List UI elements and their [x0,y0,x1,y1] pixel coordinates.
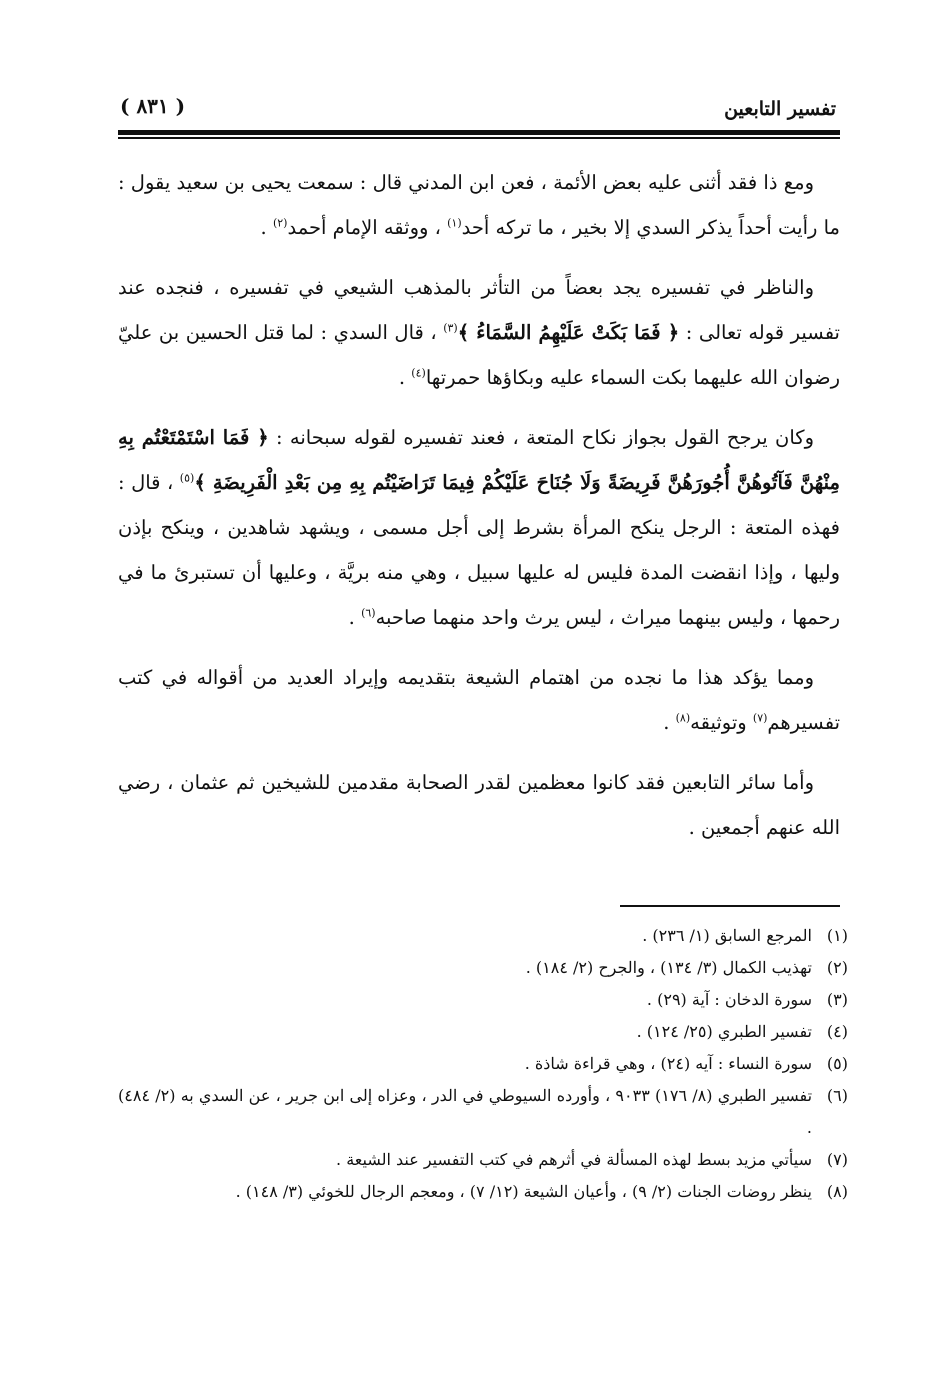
footnote-text: سورة النساء : آيه (٢٤) ، وهي قراءة شاذة . [524,1054,812,1073]
paragraph-2 [118,265,840,400]
footnote-item [118,984,848,1016]
footnote-ref: (٧) [752,711,768,725]
paragraph-text: ومع ذا فقد أثنى عليه بعض الأئمة ، فعن ابن المدني قال : سمعت يحيى بن سعيد يقول : ما رأيت أحداً يذكر السدي إلا بخير ، ما تركه أحد [118,171,840,239]
paragraph-text: ، قال السدي : لما قتل الحسين بن عليّ رضوان الله عليهما بكت السماء عليه وبكاؤها حمرتها [118,321,840,389]
paragraph-text: ، قال : فهذه المتعة : الرجل ينكح المرأة بشرط إلى أجل مسمى ، ويشهد شاهدين ، وينكح بإذن وليها ، وإذا انقضت المدة فليس له عليها سبيل ، وهي منه بريَّة ، وعليها أن تستبرئ ما في رحمها ، وليس بينهما ميراث ، ليس يرث واحد منهما صاحبه [118,471,840,629]
footnote-ref: (٥) [179,471,195,485]
footnote-text: سورة الدخان : آية (٢٩) . [646,990,812,1009]
footnote-item [118,1176,848,1208]
paragraph-text: ، ووثقه الإمام أحمد [287,216,448,239]
paragraph-text: ومما يؤكد هذا ما نجده من اهتمام الشيعة بتقديمه وإيراد العديد من أقواله في كتب تفسيرهم [118,666,840,734]
footnote-number: (٨) [826,1182,848,1201]
footnote-item [118,1080,848,1144]
paragraph-3 [118,415,840,640]
paragraph-text: . [348,606,362,629]
footnote-item [118,1144,848,1176]
paragraph-text: . [260,216,273,239]
footnote-item [118,952,848,984]
footnote-number: (٢) [826,958,848,977]
paragraph-text: . [398,366,412,389]
footnote-separator [620,905,840,907]
paragraph-5 [118,760,840,850]
page-number: ( ٨٣١ ) [120,94,186,118]
footnote-text: تفسير الطبري (٢٥/ ١٢٤) . [636,1022,812,1041]
footnote-number: (١) [826,926,848,945]
footnote-ref: (٢) [272,216,288,230]
footnote-text: سيأتي مزيد بسط لهذه المسألة في أثرهم في كتب التفسير عند الشيعة . [336,1150,812,1169]
header-rule-thick [118,130,840,135]
paragraph-text: وتوثيقه [690,711,753,734]
footnote-number: (٤) [826,1022,848,1041]
footnote-item [118,1016,848,1048]
footnote-text: تهذيب الكمال (٣/ ١٣٤) ، والجرح (٢/ ١٨٤) . [525,958,812,977]
main-text [118,160,840,865]
footnote-number: (٣) [826,990,848,1009]
paragraph-1 [118,160,840,250]
footnote-item [118,1048,848,1080]
page-header [118,92,838,132]
quran-verse: ﴿ فَمَا اسْتَمْتَعْتُم بِهِ مِنْهُنَّ فَآتُوهُنَّ أُجُورَهُنَّ فَرِيضَةً وَلَا جُنَاحَ عَلَيْكُمْ فِيمَا تَرَاضَيْتُم بِهِ مِن بَعْدِ الْفَرِيضَةِ ﴾ [118,426,840,494]
footnote-item [118,920,848,952]
paragraph-text: وأما سائر التابعين فقد كانوا معظمين لقدر الصحابة مقدمين للشيخين ثم عثمان ، رضي الله عنهم أجمعين . [118,771,840,839]
footnote-text: المرجع السابق (١/ ٢٣٦) . [642,926,812,945]
footnote-text: تفسير الطبري (٨/ ١٧٦) ٩٠٣٣ ، وأورده السيوطي في الدر ، وعزاه إلى ابن جرير ، عن السدي به (٢/ ٤٨٤) . [118,1086,813,1137]
footnote-number: (٧) [826,1150,848,1169]
footnote-ref: (٨) [675,711,691,725]
footnote-ref: (٦) [361,606,376,620]
footnote-number: (٥) [826,1054,848,1073]
running-title: تفسير التابعين [724,98,836,120]
footnote-text: ينظر روضات الجنات (٢/ ٩) ، وأعيان الشيعة (١٢/ ٧) ، ومعجم الرجال للخوئي (٣/ ١٤٨) . [235,1182,812,1201]
paragraph-4 [118,655,840,745]
header-rule-thin [118,137,840,139]
paragraph-text: وكان يرجح القول بجواز نكاح المتعة ، فعند تفسيره لقوله سبحانه : [268,426,814,449]
paragraph-text: والناظر في تفسيره يجد بعضاً من التأثر بالمذهب الشيعي في تفسيره ، فنجده عند تفسير قوله تعالى : [118,276,840,344]
footnote-ref: (٤) [411,366,426,380]
footnote-ref: (٣) [443,321,458,335]
quran-verse: ﴿ فَمَا بَكَتْ عَلَيْهِمُ السَّمَاءُ ﴾ [457,321,680,344]
paragraph-text: . [663,711,676,734]
footnote-number: (٦) [826,1086,848,1105]
footnotes [118,920,848,1208]
footnote-ref: (١) [447,216,462,230]
